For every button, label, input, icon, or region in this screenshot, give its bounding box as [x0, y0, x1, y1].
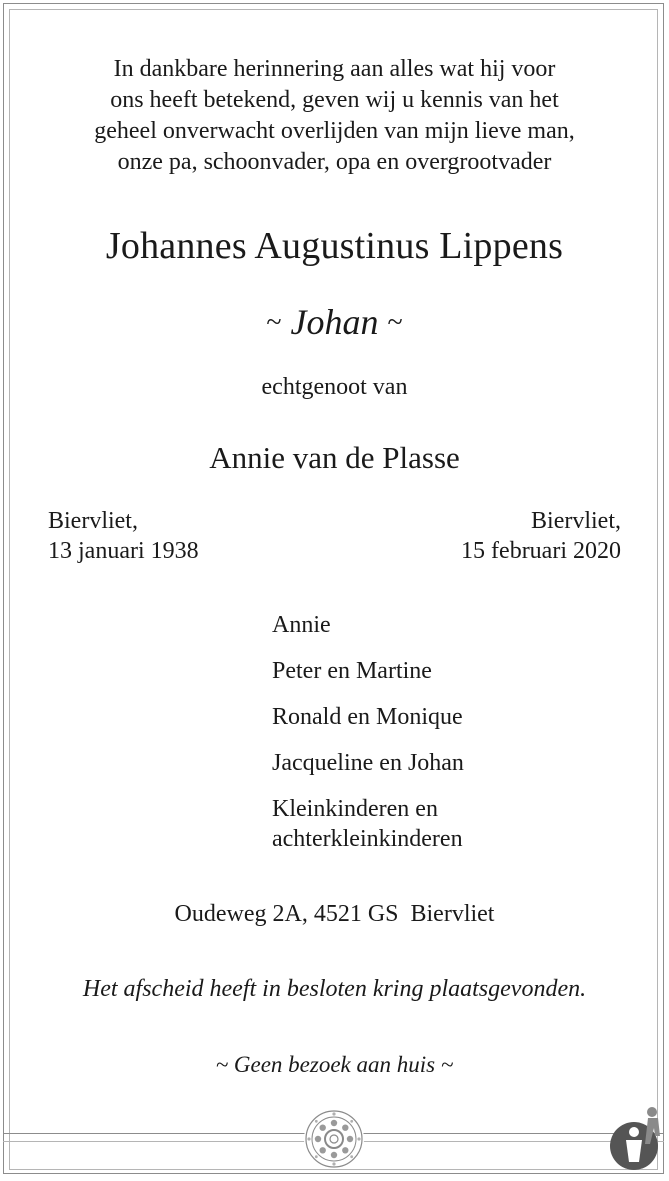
spouse-name: Annie van de Plasse	[209, 440, 460, 475]
intro-line: ons heeft betekend, geven wij u kennis van het	[110, 87, 559, 113]
intro-line: In dankbare herinnering aan alles wat hij voor	[113, 56, 556, 82]
rosette-ornament-icon	[304, 1109, 364, 1169]
intro-text	[0, 54, 669, 178]
birth-place: Biervliet,	[48, 508, 138, 534]
family-list	[272, 610, 464, 870]
visit-notice: ~ Geen bezoek aan huis ~	[215, 1052, 454, 1077]
figures-logo-icon	[608, 1100, 664, 1174]
death-info	[461, 506, 621, 566]
deceased-full-name: Johannes Augustinus Lippens	[105, 225, 564, 267]
family-member: Jacqueline en Johan	[272, 750, 464, 776]
farewell-notice: Het afscheid heeft in besloten kring plaatsgevonden.	[82, 976, 587, 1002]
intro-line: onze pa, schoonvader, opa en overgrootvader	[117, 149, 552, 175]
family-grandchildren	[272, 794, 464, 854]
birth-date: 13 januari 1938	[48, 538, 199, 564]
family-member: Ronald en Monique	[272, 704, 463, 730]
address: Oudeweg 2A, 4521 GS Biervliet	[174, 901, 495, 927]
family-member: Annie	[272, 612, 331, 638]
tilde-right: ~	[387, 307, 403, 338]
family-member: Peter en Martine	[272, 658, 432, 684]
tilde-left: ~	[266, 307, 282, 338]
grandchildren-line: achterkleinkinderen	[272, 826, 463, 852]
spouse-label: echtgenoot van	[261, 374, 408, 400]
death-date: 15 februari 2020	[461, 538, 621, 564]
grandchildren-line: Kleinkinderen en	[272, 796, 438, 822]
deceased-nickname	[0, 300, 669, 345]
intro-line: geheel onverwacht overlijden van mijn lieve man,	[94, 118, 575, 144]
birth-info	[48, 506, 199, 566]
nickname-text: Johan	[290, 302, 379, 342]
death-place: Biervliet,	[531, 508, 621, 534]
